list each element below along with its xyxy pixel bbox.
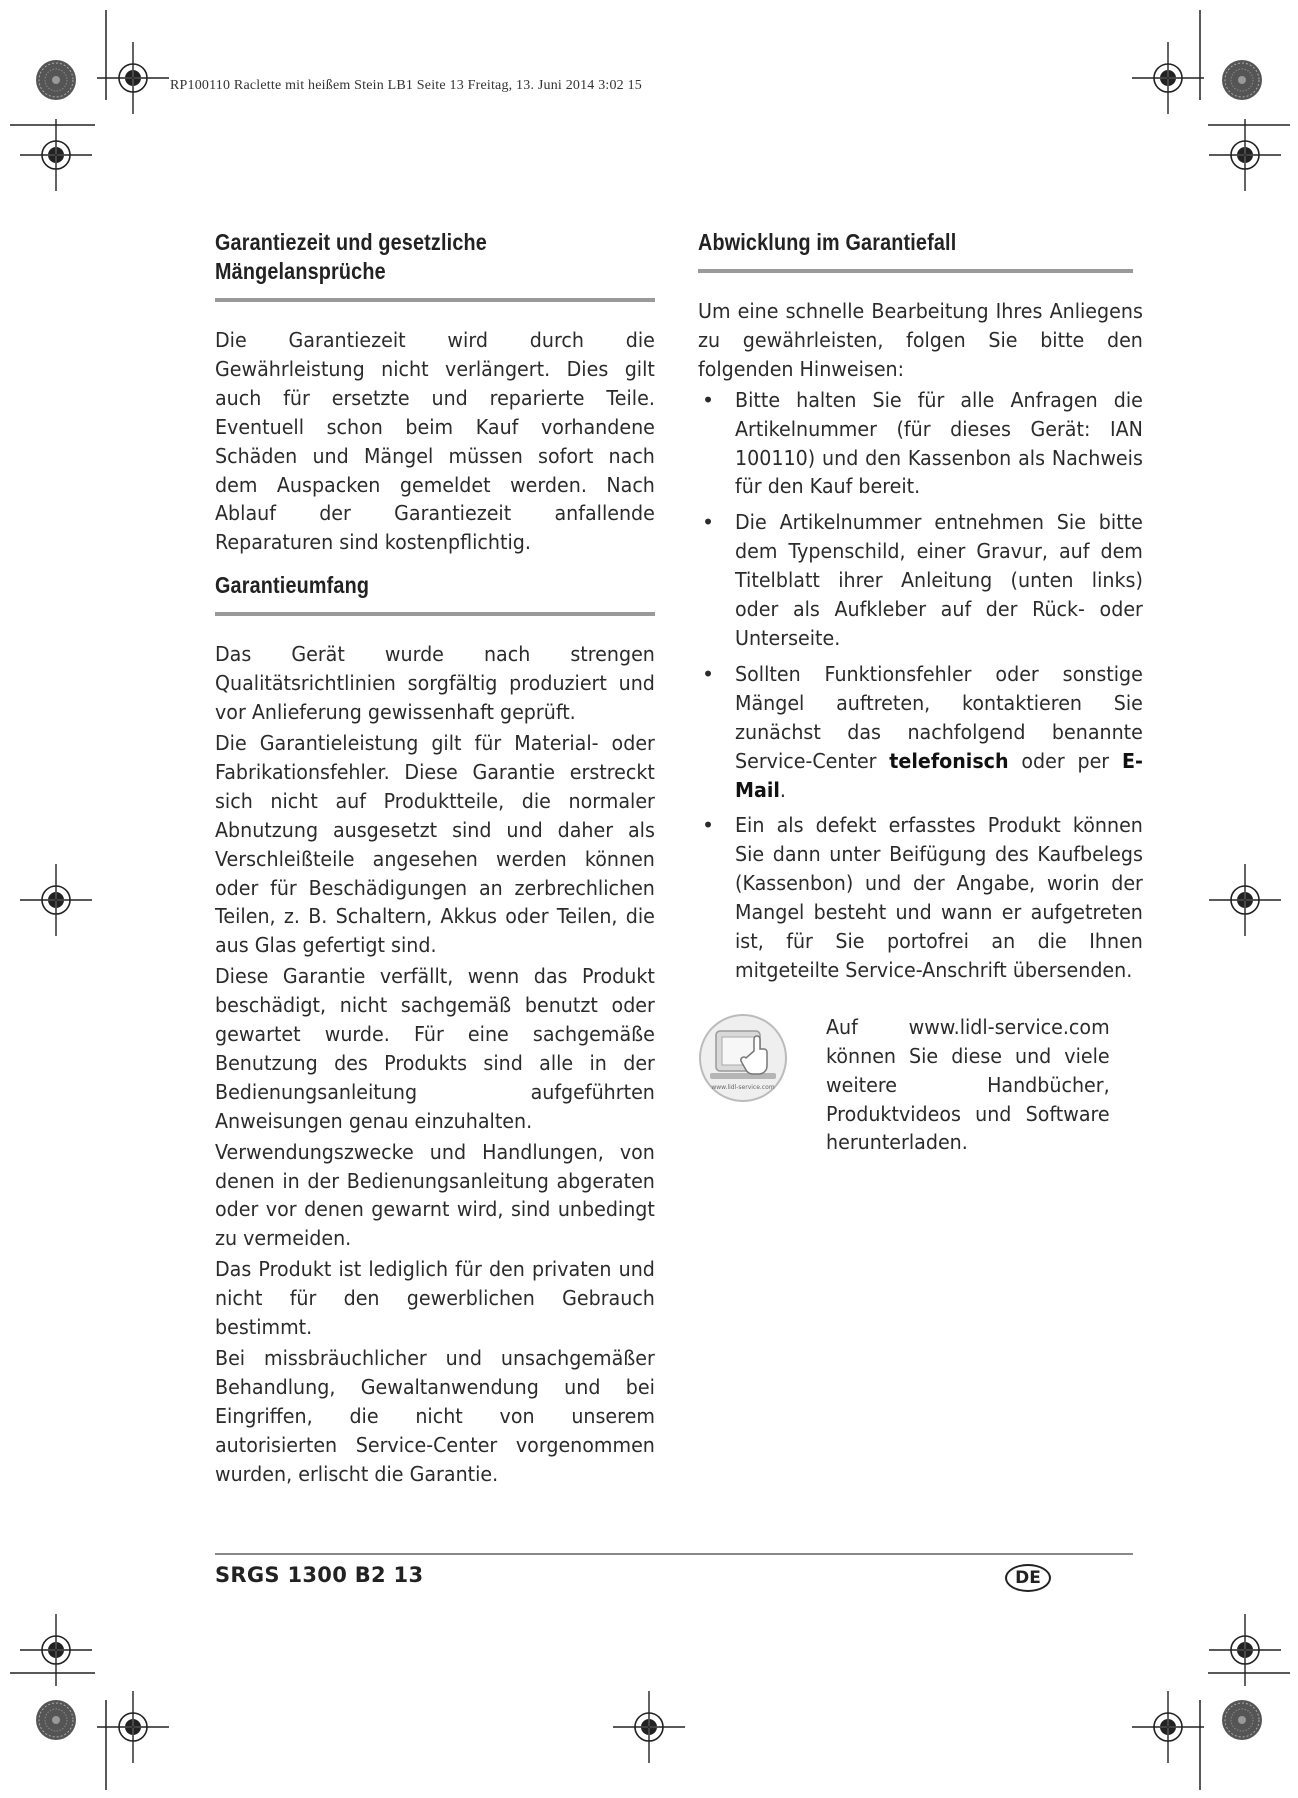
registration-mark-icon: [613, 1691, 685, 1763]
heading-abwicklung: Abwicklung im Garantiefall: [698, 229, 957, 255]
service-website-text: Auf www.lidl-service.com können Sie diese und viele weitere Handbücher, Produktvideos und Software herunterladen.: [826, 1014, 1110, 1155]
color-target-icon: [1222, 60, 1262, 100]
heading-rule: [698, 269, 1133, 273]
registration-mark-icon: [20, 119, 92, 191]
heading-rule: [215, 612, 655, 616]
paragraph: Verwendungszwecke und Handlungen, von denen in der Bedienungsanleitung abgeraten oder vor denen gewarnt wird, sind unbedingt zu vermeiden.: [215, 1139, 655, 1251]
language-badge: DE: [1005, 1564, 1051, 1592]
heading-garantieumfang: Garantieumfang: [215, 572, 370, 599]
footer-rule: [215, 1553, 1133, 1555]
color-target-icon: [36, 60, 76, 100]
registration-mark-icon: [97, 42, 169, 114]
print-slug-line: RP100110 Raclette mit heißem Stein LB1 Seite 13 Freitag, 13. Juni 2014 3:02 15: [170, 78, 642, 93]
registration-mark-icon: [1132, 1691, 1204, 1763]
bold-telefonisch: telefonisch: [889, 748, 1009, 773]
service-website-block: [698, 1013, 1143, 1163]
list-item: • Die Artikelnummer entnehmen Sie bitte dem Typenschild, einer Gravur, auf dem Titelblatt ihrer Anleitung (unten links) oder als Aufkleber auf der Rück- oder Unterseite.: [702, 510, 1143, 650]
list-item: • Ein als defekt erfasstes Produkt können Sie dann unter Beifügung des Kaufbelegs (Kassenbon) und der Angabe, worin der Mangel besteht und wann er aufgetreten ist, für Sie portofrei an die Ihnen mitgeteilte Service-Anschrift übersenden.: [702, 813, 1143, 982]
heading-garantiezeit: Garantiezeit und gesetzliche Mängelansprüche: [215, 229, 487, 284]
color-target-icon: [1222, 1700, 1262, 1740]
registration-mark-icon: [1209, 864, 1281, 936]
color-target-icon: [36, 1700, 76, 1740]
paragraph: Bei missbräuchlicher und unsachgemäßer Behandlung, Gewaltanwendung und bei Eingriffen, die nicht von unserem autorisierten Service-Center vorgenommen wurden, erlischt die Garantie.: [215, 1346, 655, 1486]
registration-mark-icon: [1132, 42, 1204, 114]
paragraph: Das Gerät wurde nach strengen Qualitätsrichtlinien sorgfältig produziert und vor Anlieferung gewissenhaft geprüft.: [215, 642, 655, 725]
registration-mark-icon: [20, 1614, 92, 1686]
svg-text:www.lidl-service.com: www.lidl-service.com: [711, 1083, 775, 1091]
bullet-icon: •: [702, 510, 715, 535]
bold-email: E-Mail: [735, 748, 1143, 802]
right-column: [698, 228, 1143, 1163]
paragraph: Das Produkt ist lediglich für den privaten und nicht für den gewerblichen Gebrauch bestimmt.: [215, 1257, 655, 1340]
lidl-service-logo: [698, 1013, 788, 1103]
footer-model-page: SRGS 1300 B2 13: [215, 1563, 424, 1587]
paragraph-garantiezeit: Die Garantiezeit wird durch die Gewährleistung nicht verlängert. Dies gilt auch für ersetzte und reparierte Teile. Eventuell schon beim Kauf vorhandene Schäden und Mängel müssen sofort nach dem Auspacken gemeldet werden. Nach Ablauf der Garantiezeit anfallende Reparaturen sind kostenpflichtig.: [215, 328, 655, 555]
instruction-list: [698, 386, 1143, 985]
list-item: • Bitte halten Sie für alle Anfragen die Artikelnummer (für dieses Gerät: IAN 100110) und den Kassenbon als Nachweis für den Kauf bereit.: [702, 387, 1143, 499]
paragraph: Diese Garantie verfällt, wenn das Produkt beschädigt, nicht sachgemäß benutzt oder gewartet wurde. Für eine sachgemäße Benutzung des Produkts sind alle in der Bedienungsanleitung aufgeführten Anweisungen genau einzuhalten.: [215, 964, 655, 1133]
left-column: [215, 228, 655, 1491]
paragraph: Die Garantieleistung gilt für Material- oder Fabrikationsfehler. Diese Garantie erstreckt sich nicht auf Produktteile, die normaler Abnutzung ausgesetzt sind und daher als Verschleißteile angesehen werden können oder für Beschädigungen an zerbrechlichen Teilen, z. B. Schaltern, Akkus oder Teilen, die aus Glas gefertigt sind.: [215, 730, 655, 958]
list-item: • Sollten Funktionsfehler oder sonstige Mängel auftreten, kontaktieren Sie zunächst das nachfolgend benannte Service-Center telefonisch oder per E-Mail.: [702, 661, 1143, 802]
registration-mark-icon: [97, 1691, 169, 1763]
bullet-icon: •: [702, 387, 715, 412]
registration-mark-icon: [1209, 119, 1281, 191]
registration-mark-icon: [20, 864, 92, 936]
bullet-icon: •: [702, 661, 715, 686]
registration-mark-icon: [1209, 1614, 1281, 1686]
paragraph-intro: Um eine schnelle Bearbeitung Ihres Anliegens zu gewährleisten, folgen Sie bitte den folgenden Hinweisen:: [698, 299, 1143, 381]
heading-rule: [215, 298, 655, 302]
bullet-icon: •: [702, 813, 715, 838]
